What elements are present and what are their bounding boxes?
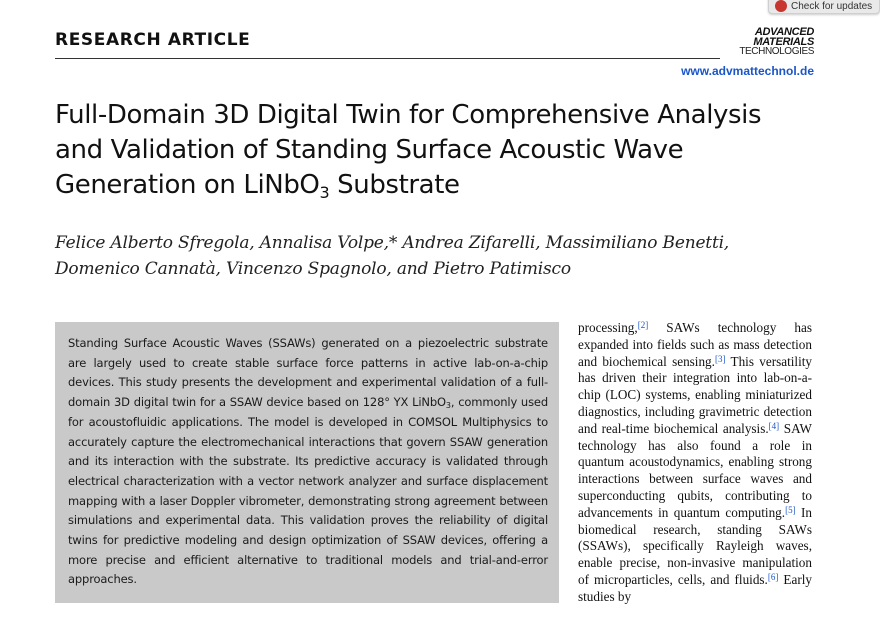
journal-url-link[interactable]: www.advmattechnol.de [681, 64, 814, 78]
body-column-text [578, 320, 812, 606]
body-segment: SAWs technology has expanded into fields such as mass detection and biochemical sensing. [578, 320, 812, 369]
body-segment: In biomedical research, standing SAWs (SSAWs), specifically Rayleigh waves, enable precise, non-invasive manipulation of microparticles, cells, and fluids. [578, 504, 812, 587]
check-for-updates-badge[interactable] [768, 0, 880, 14]
body-segment: processing, [578, 320, 638, 335]
citation-link[interactable]: [6] [767, 571, 779, 582]
check-for-updates-label: Check for updates [791, 0, 873, 12]
journal-logo-line2: MATERIALS [753, 36, 814, 48]
citation-link[interactable]: [5] [785, 504, 796, 515]
citation-link[interactable]: [3] [714, 353, 726, 364]
authors-line-1: Felice Alberto Sfregola, Annalisa Volpe,* Andrea Zifarelli, Massimiliano Benetti, [55, 233, 730, 253]
body-segment: Early studies by [578, 571, 812, 604]
abstract-part-2: , commonly used for acoustofluidic applications. The model is developed in COMSOL Multiphysics to accurately capture the electromechanical interactions that govern SSAW generation and its interaction with the substrate. Its predictive accuracy is validated through electrical characterization with a vector network analyzer and surface displacement mapping with a laser Doppler vibrometer, demonstrating strong agreement between simulations and experimental data. This validation proves the reliability of digital twins for predictive modeling and design optimization of SSAW devices, offering a more precise and efficient alternative to traditional models and trial-and-error approaches. [68, 395, 548, 587]
body-segment: This versatility has driven their integration into lab-on-a-chip (LOC) systems, enabling miniaturized diagnostics, including gravimetric detection and real-time biochemical analysis. [578, 353, 812, 436]
title-subscript: 3 [319, 183, 330, 202]
abstract-part-1: Standing Surface Acoustic Waves (SSAWs) generated on a piezoelectric substrate are largely used to create stable surface force patterns in active lab-on-a-chip devices. This study presents the development and experimental validation of a full-domain 3D digital twin for a SSAW device based on 128° YX LiNbO [68, 336, 548, 410]
author-list [55, 230, 775, 282]
journal-logo-line1: ADVANCED [754, 26, 814, 38]
header-divider [55, 58, 720, 59]
abstract-text [68, 334, 548, 590]
section-label: RESEARCH ARTICLE [55, 30, 251, 50]
citation-link[interactable]: [2] [637, 320, 649, 330]
abstract-subscript: 3 [445, 401, 451, 411]
crossmark-icon [775, 0, 787, 12]
body-segment: SAW technology has also found a role in quantum acoustodynamics, enabling strong interactions between surface waves and superconducting qubits, contributing to advancements in quantum computing. [578, 420, 813, 520]
title-end: Substrate [329, 170, 460, 200]
article-title [55, 98, 815, 203]
authors-line-2: Domenico Cannatà, Vincenzo Spagnolo, and Pietro Patimisco [55, 259, 571, 279]
journal-logo-line3: TECHNOLOGIES [739, 46, 814, 57]
journal-logo [722, 27, 814, 57]
title-main: Full-Domain 3D Digital Twin for Comprehensive Analysis and Validation of Standing Surface Acoustic Wave Generation on LiNbO [55, 100, 762, 200]
citation-link[interactable]: [4] [768, 420, 780, 431]
